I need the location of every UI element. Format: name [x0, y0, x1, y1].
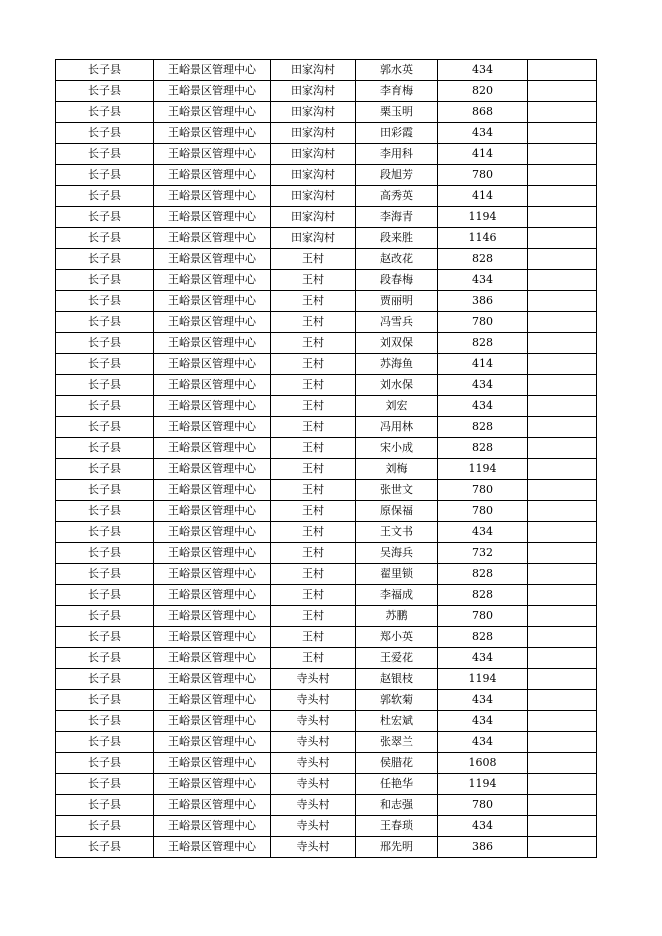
note-cell: [528, 60, 597, 81]
table-row: [56, 375, 597, 396]
unit-cell: 王峪景区管理中心: [154, 165, 271, 186]
unit-cell: 王峪景区管理中心: [154, 480, 271, 501]
unit-cell: 王峪景区管理中心: [154, 249, 271, 270]
unit-cell: 王峪景区管理中心: [154, 60, 271, 81]
amount-cell: 820: [438, 81, 528, 102]
note-cell: [528, 144, 597, 165]
table-row: [56, 81, 597, 102]
village-cell: 王村: [271, 354, 356, 375]
unit-cell: 王峪景区管理中心: [154, 144, 271, 165]
county-cell: 长子县: [56, 333, 154, 354]
table-row: [56, 480, 597, 501]
village-cell: 王村: [271, 648, 356, 669]
amount-cell: 828: [438, 627, 528, 648]
unit-cell: 王峪景区管理中心: [154, 648, 271, 669]
village-cell: 寺头村: [271, 795, 356, 816]
table-row: [56, 417, 597, 438]
unit-cell: 王峪景区管理中心: [154, 207, 271, 228]
note-cell: [528, 564, 597, 585]
table-row: [56, 102, 597, 123]
village-cell: 寺头村: [271, 669, 356, 690]
amount-cell: 1194: [438, 207, 528, 228]
county-cell: 长子县: [56, 711, 154, 732]
amount-cell: 828: [438, 333, 528, 354]
note-cell: [528, 480, 597, 501]
amount-cell: 434: [438, 396, 528, 417]
table-row: [56, 543, 597, 564]
amount-cell: 780: [438, 480, 528, 501]
amount-cell: 434: [438, 522, 528, 543]
county-cell: 长子县: [56, 627, 154, 648]
table-row: [56, 228, 597, 249]
county-cell: 长子县: [56, 669, 154, 690]
county-cell: 长子县: [56, 417, 154, 438]
table-row: [56, 291, 597, 312]
note-cell: [528, 753, 597, 774]
note-cell: [528, 249, 597, 270]
county-cell: 长子县: [56, 186, 154, 207]
amount-cell: 780: [438, 312, 528, 333]
village-cell: 田家沟村: [271, 81, 356, 102]
amount-cell: 732: [438, 543, 528, 564]
unit-cell: 王峪景区管理中心: [154, 333, 271, 354]
name-cell: 杜宏斌: [356, 711, 438, 732]
note-cell: [528, 186, 597, 207]
name-cell: 张世文: [356, 480, 438, 501]
county-cell: 长子县: [56, 81, 154, 102]
county-cell: 长子县: [56, 123, 154, 144]
village-cell: 王村: [271, 312, 356, 333]
name-cell: 李海青: [356, 207, 438, 228]
table-row: [56, 123, 597, 144]
note-cell: [528, 648, 597, 669]
name-cell: 段旭芳: [356, 165, 438, 186]
county-cell: 长子县: [56, 732, 154, 753]
table-row: [56, 333, 597, 354]
village-cell: 王村: [271, 396, 356, 417]
county-cell: 长子县: [56, 354, 154, 375]
county-cell: 长子县: [56, 690, 154, 711]
county-cell: 长子县: [56, 270, 154, 291]
village-cell: 王村: [271, 585, 356, 606]
unit-cell: 王峪景区管理中心: [154, 438, 271, 459]
village-cell: 王村: [271, 627, 356, 648]
table-row: [56, 732, 597, 753]
table-row: [56, 753, 597, 774]
amount-cell: 434: [438, 375, 528, 396]
county-cell: 长子县: [56, 396, 154, 417]
name-cell: 刘水保: [356, 375, 438, 396]
county-cell: 长子县: [56, 207, 154, 228]
table-row: [56, 669, 597, 690]
county-cell: 长子县: [56, 165, 154, 186]
note-cell: [528, 816, 597, 837]
name-cell: 段来胜: [356, 228, 438, 249]
amount-cell: 1194: [438, 669, 528, 690]
table-row: [56, 564, 597, 585]
table-row: [56, 459, 597, 480]
village-cell: 田家沟村: [271, 102, 356, 123]
table-row: [56, 627, 597, 648]
note-cell: [528, 669, 597, 690]
name-cell: 赵银枝: [356, 669, 438, 690]
village-cell: 寺头村: [271, 690, 356, 711]
name-cell: 郭软菊: [356, 690, 438, 711]
unit-cell: 王峪景区管理中心: [154, 354, 271, 375]
table-row: [56, 396, 597, 417]
amount-cell: 868: [438, 102, 528, 123]
unit-cell: 王峪景区管理中心: [154, 123, 271, 144]
note-cell: [528, 207, 597, 228]
amount-cell: 434: [438, 732, 528, 753]
name-cell: 冯用林: [356, 417, 438, 438]
county-cell: 长子县: [56, 480, 154, 501]
amount-cell: 828: [438, 585, 528, 606]
note-cell: [528, 438, 597, 459]
amount-cell: 414: [438, 186, 528, 207]
note-cell: [528, 690, 597, 711]
county-cell: 长子县: [56, 648, 154, 669]
unit-cell: 王峪景区管理中心: [154, 312, 271, 333]
table-row: [56, 795, 597, 816]
unit-cell: 王峪景区管理中心: [154, 732, 271, 753]
unit-cell: 王峪景区管理中心: [154, 795, 271, 816]
village-cell: 田家沟村: [271, 186, 356, 207]
village-cell: 王村: [271, 501, 356, 522]
note-cell: [528, 543, 597, 564]
name-cell: 苏鹏: [356, 606, 438, 627]
table-row: [56, 165, 597, 186]
unit-cell: 王峪景区管理中心: [154, 501, 271, 522]
note-cell: [528, 396, 597, 417]
county-cell: 长子县: [56, 228, 154, 249]
county-cell: 长子县: [56, 543, 154, 564]
name-cell: 任艳华: [356, 774, 438, 795]
table-row: [56, 249, 597, 270]
name-cell: 李用科: [356, 144, 438, 165]
name-cell: 王春琐: [356, 816, 438, 837]
amount-cell: 780: [438, 606, 528, 627]
name-cell: 邢先明: [356, 837, 438, 858]
village-cell: 寺头村: [271, 711, 356, 732]
name-cell: 王文书: [356, 522, 438, 543]
note-cell: [528, 102, 597, 123]
note-cell: [528, 165, 597, 186]
county-cell: 长子县: [56, 501, 154, 522]
name-cell: 田彩霞: [356, 123, 438, 144]
table-row: [56, 270, 597, 291]
amount-cell: 434: [438, 270, 528, 291]
county-cell: 长子县: [56, 438, 154, 459]
unit-cell: 王峪景区管理中心: [154, 522, 271, 543]
name-cell: 李福成: [356, 585, 438, 606]
note-cell: [528, 354, 597, 375]
village-cell: 王村: [271, 375, 356, 396]
village-cell: 王村: [271, 249, 356, 270]
table-row: [56, 606, 597, 627]
note-cell: [528, 606, 597, 627]
county-cell: 长子县: [56, 60, 154, 81]
name-cell: 和志强: [356, 795, 438, 816]
amount-cell: 434: [438, 123, 528, 144]
county-cell: 长子县: [56, 606, 154, 627]
county-cell: 长子县: [56, 564, 154, 585]
unit-cell: 王峪景区管理中心: [154, 396, 271, 417]
name-cell: 刘梅: [356, 459, 438, 480]
unit-cell: 王峪景区管理中心: [154, 669, 271, 690]
unit-cell: 王峪景区管理中心: [154, 753, 271, 774]
note-cell: [528, 375, 597, 396]
note-cell: [528, 732, 597, 753]
name-cell: 郭水英: [356, 60, 438, 81]
village-cell: 王村: [271, 522, 356, 543]
name-cell: 翟里锁: [356, 564, 438, 585]
unit-cell: 王峪景区管理中心: [154, 291, 271, 312]
unit-cell: 王峪景区管理中心: [154, 186, 271, 207]
table-row: [56, 774, 597, 795]
note-cell: [528, 228, 597, 249]
county-cell: 长子县: [56, 522, 154, 543]
table-row: [56, 354, 597, 375]
note-cell: [528, 417, 597, 438]
table-row: [56, 837, 597, 858]
unit-cell: 王峪景区管理中心: [154, 816, 271, 837]
name-cell: 段春梅: [356, 270, 438, 291]
note-cell: [528, 123, 597, 144]
note-cell: [528, 627, 597, 648]
amount-cell: 780: [438, 165, 528, 186]
name-cell: 吴海兵: [356, 543, 438, 564]
amount-cell: 434: [438, 60, 528, 81]
county-cell: 长子县: [56, 816, 154, 837]
village-cell: 寺头村: [271, 774, 356, 795]
village-cell: 王村: [271, 459, 356, 480]
unit-cell: 王峪景区管理中心: [154, 564, 271, 585]
village-cell: 田家沟村: [271, 123, 356, 144]
note-cell: [528, 774, 597, 795]
name-cell: 冯雪兵: [356, 312, 438, 333]
county-cell: 长子县: [56, 459, 154, 480]
unit-cell: 王峪景区管理中心: [154, 585, 271, 606]
unit-cell: 王峪景区管理中心: [154, 81, 271, 102]
unit-cell: 王峪景区管理中心: [154, 711, 271, 732]
note-cell: [528, 270, 597, 291]
county-cell: 长子县: [56, 837, 154, 858]
village-cell: 王村: [271, 438, 356, 459]
table-row: [56, 522, 597, 543]
table-row: [56, 501, 597, 522]
amount-cell: 1194: [438, 774, 528, 795]
village-cell: 田家沟村: [271, 228, 356, 249]
table-row: [56, 186, 597, 207]
name-cell: 原保福: [356, 501, 438, 522]
name-cell: 郑小英: [356, 627, 438, 648]
name-cell: 栗玉明: [356, 102, 438, 123]
amount-cell: 780: [438, 501, 528, 522]
name-cell: 王爱花: [356, 648, 438, 669]
amount-cell: 414: [438, 354, 528, 375]
county-cell: 长子县: [56, 102, 154, 123]
amount-cell: 414: [438, 144, 528, 165]
data-table: [55, 59, 597, 858]
village-cell: 田家沟村: [271, 165, 356, 186]
note-cell: [528, 312, 597, 333]
unit-cell: 王峪景区管理中心: [154, 606, 271, 627]
unit-cell: 王峪景区管理中心: [154, 837, 271, 858]
table-row: [56, 312, 597, 333]
amount-cell: 1146: [438, 228, 528, 249]
amount-cell: 780: [438, 795, 528, 816]
note-cell: [528, 81, 597, 102]
amount-cell: 434: [438, 690, 528, 711]
county-cell: 长子县: [56, 249, 154, 270]
name-cell: 苏海鱼: [356, 354, 438, 375]
county-cell: 长子县: [56, 312, 154, 333]
table-body: [56, 60, 597, 858]
note-cell: [528, 585, 597, 606]
name-cell: 赵改花: [356, 249, 438, 270]
amount-cell: 434: [438, 711, 528, 732]
unit-cell: 王峪景区管理中心: [154, 543, 271, 564]
note-cell: [528, 291, 597, 312]
name-cell: 宋小成: [356, 438, 438, 459]
village-cell: 田家沟村: [271, 60, 356, 81]
amount-cell: 386: [438, 291, 528, 312]
name-cell: 刘双保: [356, 333, 438, 354]
village-cell: 寺头村: [271, 753, 356, 774]
note-cell: [528, 333, 597, 354]
table-row: [56, 648, 597, 669]
village-cell: 王村: [271, 291, 356, 312]
village-cell: 王村: [271, 606, 356, 627]
village-cell: 寺头村: [271, 732, 356, 753]
unit-cell: 王峪景区管理中心: [154, 774, 271, 795]
county-cell: 长子县: [56, 144, 154, 165]
note-cell: [528, 522, 597, 543]
unit-cell: 王峪景区管理中心: [154, 270, 271, 291]
amount-cell: 1194: [438, 459, 528, 480]
name-cell: 张翠兰: [356, 732, 438, 753]
village-cell: 寺头村: [271, 837, 356, 858]
table-row: [56, 144, 597, 165]
village-cell: 田家沟村: [271, 207, 356, 228]
table-row: [56, 816, 597, 837]
unit-cell: 王峪景区管理中心: [154, 102, 271, 123]
village-cell: 王村: [271, 543, 356, 564]
note-cell: [528, 711, 597, 732]
note-cell: [528, 795, 597, 816]
unit-cell: 王峪景区管理中心: [154, 690, 271, 711]
village-cell: 王村: [271, 480, 356, 501]
village-cell: 王村: [271, 564, 356, 585]
county-cell: 长子县: [56, 753, 154, 774]
name-cell: 李育梅: [356, 81, 438, 102]
county-cell: 长子县: [56, 585, 154, 606]
table-row: [56, 711, 597, 732]
amount-cell: 828: [438, 438, 528, 459]
village-cell: 田家沟村: [271, 144, 356, 165]
unit-cell: 王峪景区管理中心: [154, 417, 271, 438]
unit-cell: 王峪景区管理中心: [154, 627, 271, 648]
name-cell: 刘宏: [356, 396, 438, 417]
amount-cell: 1608: [438, 753, 528, 774]
unit-cell: 王峪景区管理中心: [154, 375, 271, 396]
amount-cell: 828: [438, 417, 528, 438]
unit-cell: 王峪景区管理中心: [154, 459, 271, 480]
village-cell: 王村: [271, 417, 356, 438]
village-cell: 王村: [271, 270, 356, 291]
note-cell: [528, 501, 597, 522]
amount-cell: 434: [438, 648, 528, 669]
county-cell: 长子县: [56, 795, 154, 816]
amount-cell: 828: [438, 249, 528, 270]
amount-cell: 828: [438, 564, 528, 585]
village-cell: 王村: [271, 333, 356, 354]
name-cell: 贾丽明: [356, 291, 438, 312]
note-cell: [528, 459, 597, 480]
table-row: [56, 585, 597, 606]
table-row: [56, 690, 597, 711]
name-cell: 侯腊花: [356, 753, 438, 774]
county-cell: 长子县: [56, 375, 154, 396]
table-row: [56, 60, 597, 81]
amount-cell: 434: [438, 816, 528, 837]
county-cell: 长子县: [56, 774, 154, 795]
name-cell: 高秀英: [356, 186, 438, 207]
table-row: [56, 438, 597, 459]
village-cell: 寺头村: [271, 816, 356, 837]
table-row: [56, 207, 597, 228]
unit-cell: 王峪景区管理中心: [154, 228, 271, 249]
note-cell: [528, 837, 597, 858]
amount-cell: 386: [438, 837, 528, 858]
county-cell: 长子县: [56, 291, 154, 312]
